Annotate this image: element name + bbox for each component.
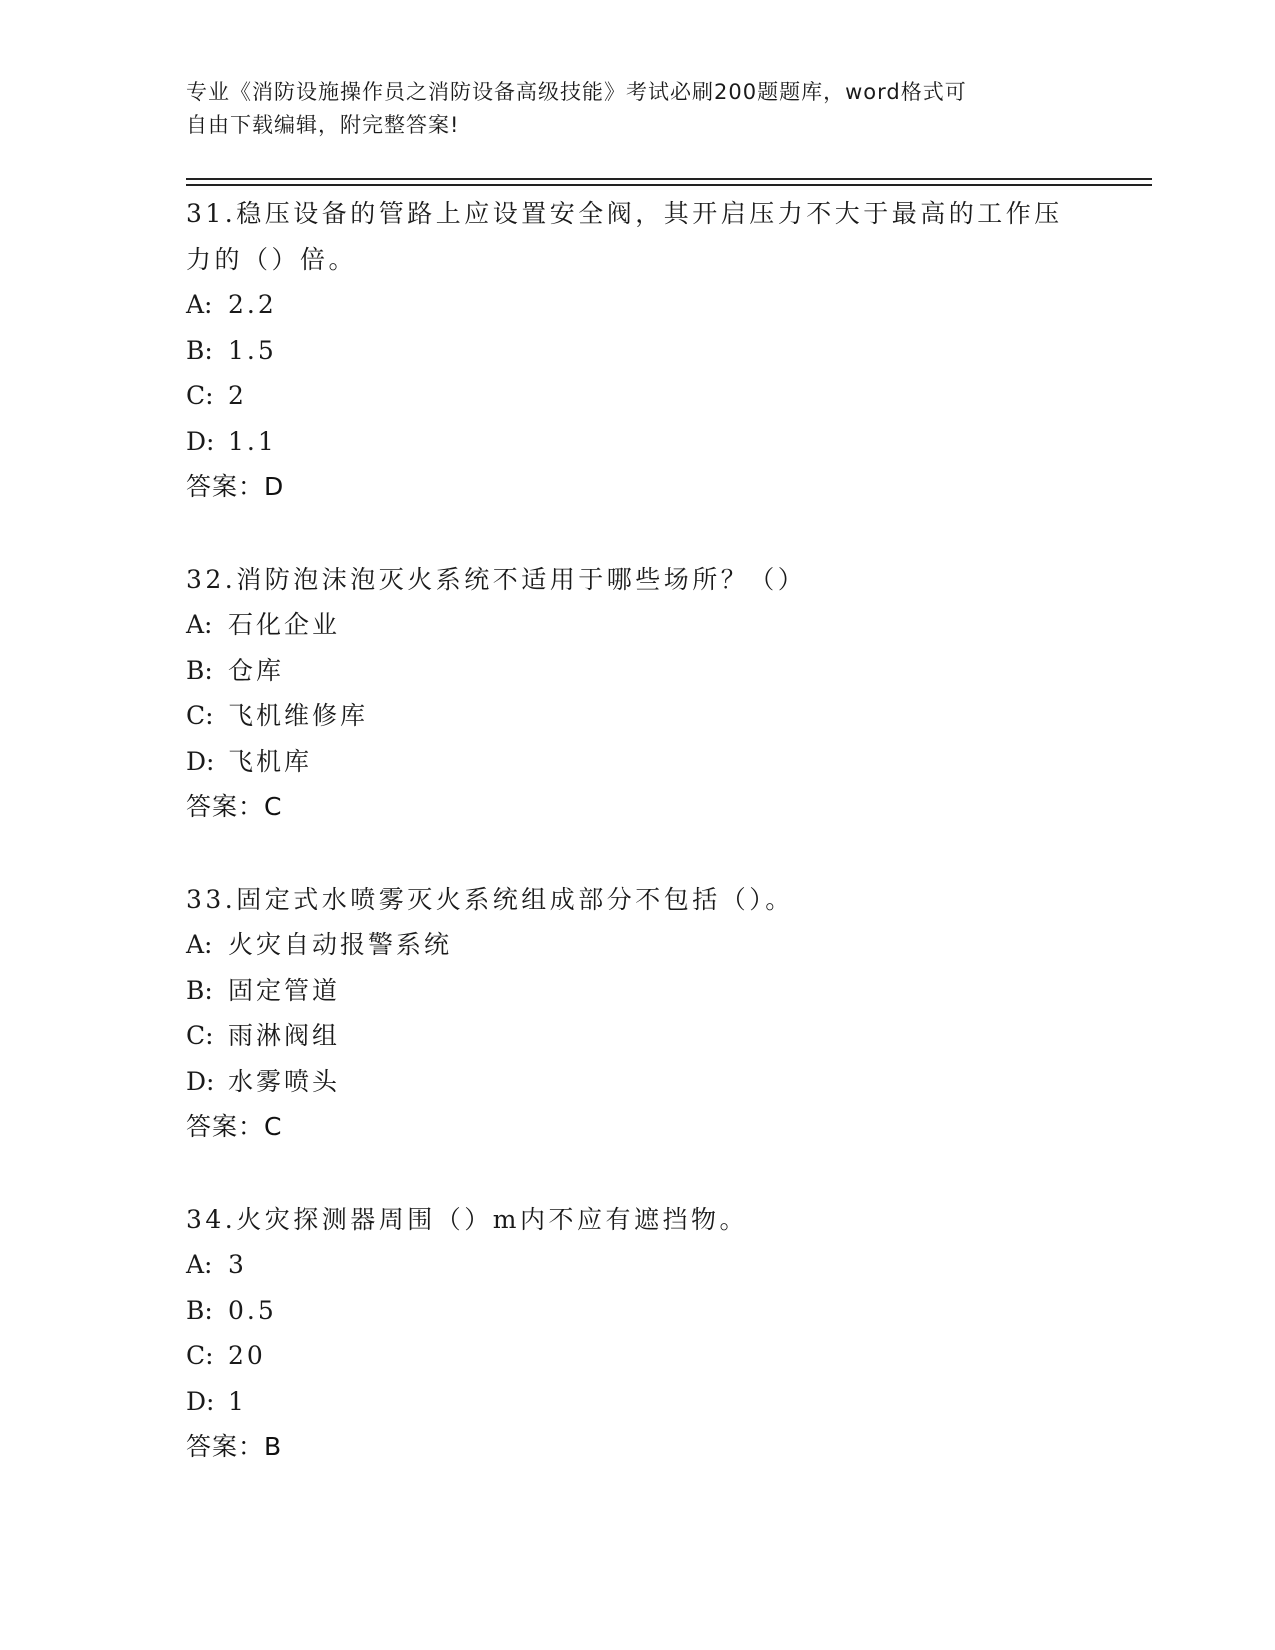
option-letter: B:	[186, 975, 213, 1005]
option-letter: C:	[186, 1341, 214, 1370]
option-letter: C:	[186, 701, 214, 730]
option-text: 水雾喷头	[228, 1066, 341, 1096]
option-text: 1.1	[228, 426, 277, 456]
option-a	[186, 602, 1086, 648]
option-d	[186, 1059, 1086, 1105]
option-text: 3	[228, 1250, 247, 1279]
question-31	[186, 191, 1086, 510]
option-letter: A:	[186, 1250, 213, 1279]
option-letter: C:	[186, 381, 214, 410]
option-text: 1	[228, 1386, 247, 1416]
option-letter: D:	[186, 426, 215, 456]
option-text: 飞机库	[228, 746, 313, 776]
question-number: 34.	[186, 1204, 237, 1234]
option-letter: A:	[186, 930, 213, 959]
question-stem	[186, 877, 1086, 923]
question-stem	[186, 1197, 1086, 1243]
option-letter: D:	[186, 1386, 215, 1416]
answer-line: 答案：D	[186, 472, 285, 501]
option-c	[186, 693, 1086, 739]
option-text: 石化企业	[228, 610, 341, 639]
option-letter: A:	[186, 290, 213, 319]
option-b	[186, 1288, 1086, 1334]
option-letter: D:	[186, 746, 215, 776]
option-text: 0.5	[228, 1295, 277, 1325]
option-a	[186, 282, 1086, 328]
header-line-1: 专业《消防设施操作员之消防设备高级技能》考试必刷200题题库，word格式可	[186, 80, 967, 104]
option-letter: C:	[186, 1021, 214, 1050]
option-text: 仓库	[228, 655, 285, 685]
question-number: 31.	[186, 199, 237, 228]
option-letter: A:	[186, 610, 213, 639]
question-list	[186, 191, 1086, 1517]
option-b	[186, 648, 1086, 694]
option-letter: B:	[186, 335, 213, 365]
option-b	[186, 328, 1086, 374]
answer-line: 答案：C	[186, 792, 283, 821]
option-d	[186, 419, 1086, 465]
question-text: 固定式水喷雾灭火系统组成部分不包括（）。	[236, 884, 794, 914]
option-text: 2	[228, 381, 247, 410]
question-32	[186, 557, 1086, 830]
question-text: 消防泡沫泡灭火系统不适用于哪些场所？（）	[236, 564, 807, 594]
question-number: 32.	[186, 564, 237, 594]
document-header	[186, 76, 1086, 142]
header-divider-top	[186, 178, 1152, 180]
option-d	[186, 1379, 1086, 1425]
option-c	[186, 1013, 1086, 1059]
option-b	[186, 968, 1086, 1014]
header-divider-bottom	[186, 184, 1152, 186]
option-a	[186, 922, 1086, 968]
question-text: 火灾探测器周围（）m内不应有遮挡物。	[236, 1204, 748, 1234]
question-34	[186, 1197, 1086, 1470]
option-letter: B:	[186, 1295, 213, 1325]
option-d	[186, 739, 1086, 785]
question-stem	[186, 191, 1086, 282]
question-text: 稳压设备的管路上应设置安全阀，其开启压力不大于最高的工作压力的（）倍。	[186, 199, 1063, 274]
option-text: 火灾自动报警系统	[228, 930, 453, 959]
option-c	[186, 373, 1086, 419]
option-text: 固定管道	[228, 975, 341, 1005]
answer-line: 答案：B	[186, 1432, 283, 1461]
question-stem	[186, 557, 1086, 603]
option-a	[186, 1242, 1086, 1288]
option-letter: B:	[186, 655, 213, 685]
option-text: 飞机维修库	[228, 701, 369, 730]
option-text: 雨淋阀组	[228, 1021, 341, 1050]
question-33	[186, 877, 1086, 1150]
question-number: 33.	[186, 884, 237, 914]
option-c	[186, 1333, 1086, 1379]
answer-line: 答案：C	[186, 1112, 283, 1141]
option-text: 1.5	[228, 335, 277, 365]
header-line-2: 自由下载编辑，附完整答案!	[186, 113, 460, 137]
option-text: 20	[228, 1341, 266, 1370]
option-text: 2.2	[228, 290, 277, 319]
option-letter: D:	[186, 1066, 215, 1096]
